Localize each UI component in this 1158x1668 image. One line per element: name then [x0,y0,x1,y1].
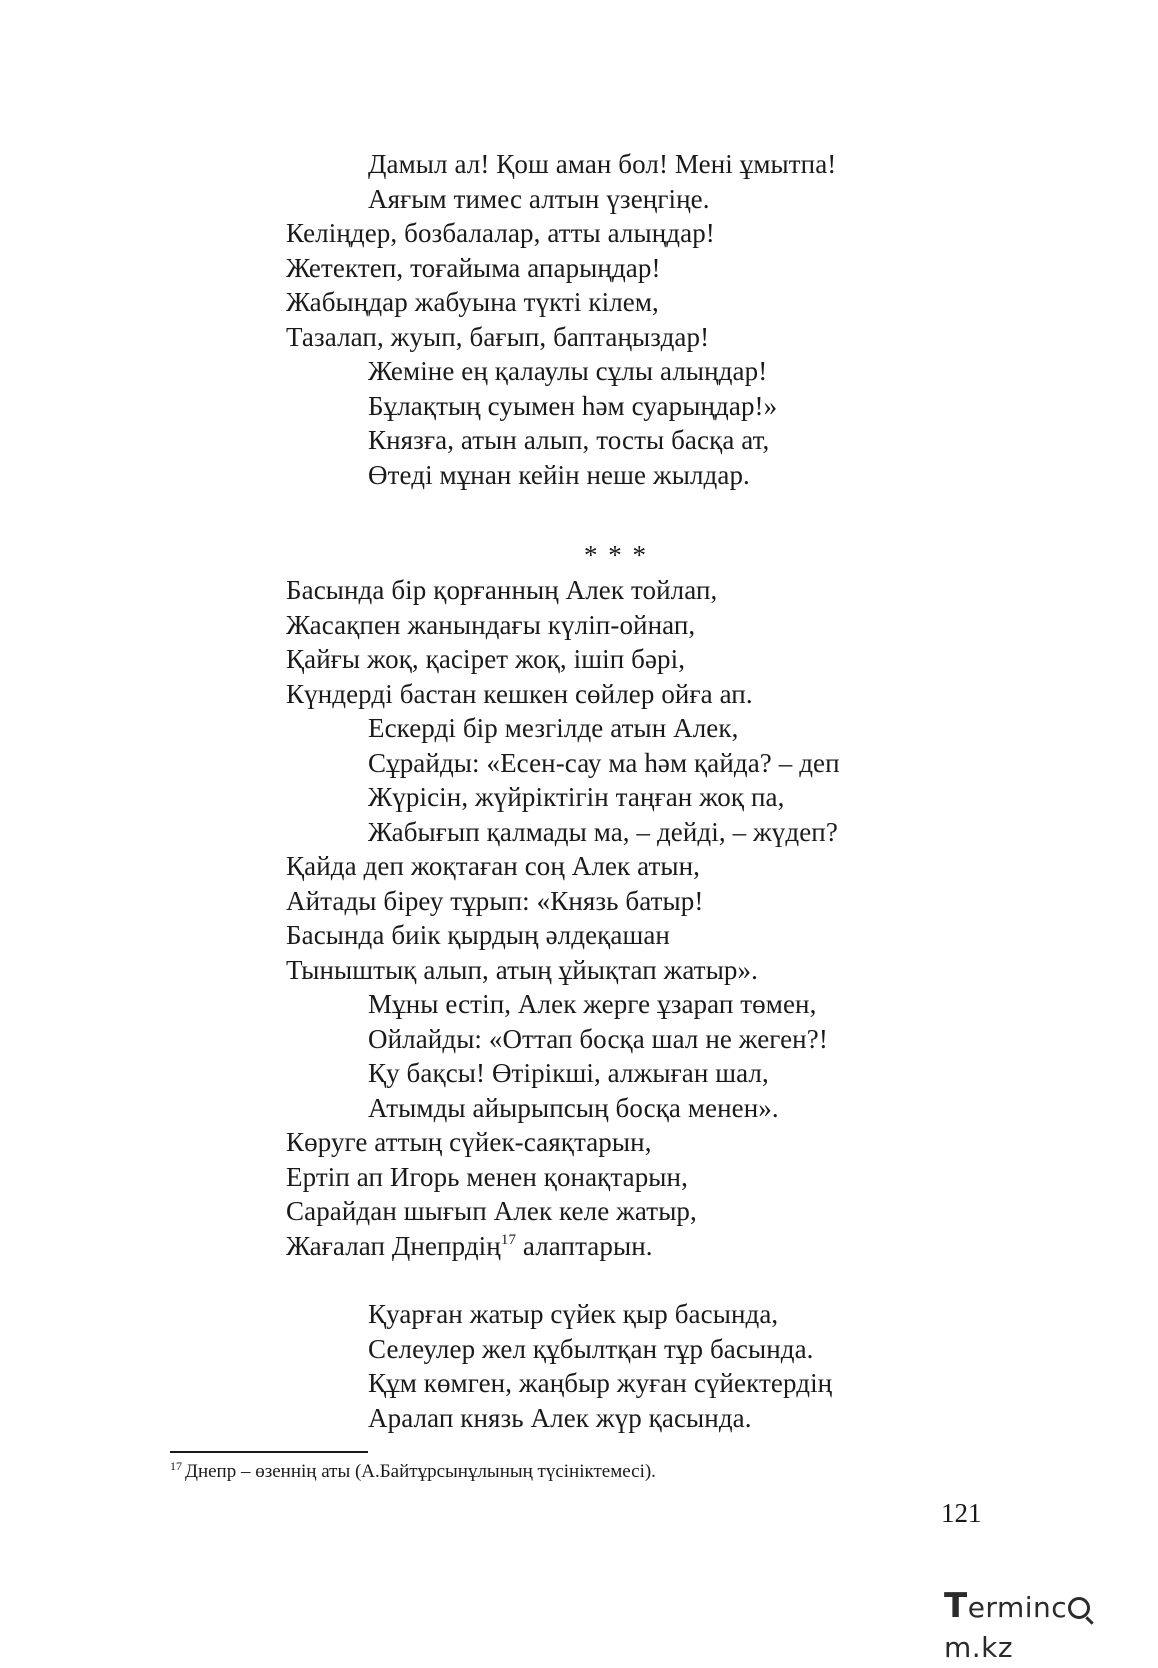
watermark-domain: m.kz [944,1631,1014,1664]
verse-line: Ескерді бір мезгілде атын Алек, [368,713,739,743]
verse-line: Аралап князь Алек жүр қасында. [368,1402,752,1433]
section-separator: * * * [584,540,648,570]
verse-line: Сұрайды: «Есен-сау ма һәм қайда? – деп [368,747,840,778]
verse-line: Жабығып қалмады ма, – дейді, – жүдеп? [368,816,838,847]
verse-line: Атымды айырыпсың босқа менен». [368,1092,779,1123]
verse-line: Князға, атын алып, тосты басқа ат, [368,425,770,455]
verse-line: Ертіп ап Игорь менен қонақтарын, [286,1161,688,1192]
footnote-reference-mark[interactable]: 17 [500,1231,517,1248]
verse-line: Жетектеп, тоғайыма апарыңдар! [286,252,661,283]
verse-line: Қайғы жоқ, қасірет жоқ, ішіп бәрі, [286,644,686,674]
watermark-letter: T [944,1586,968,1626]
verse-line: Қу бақсы! Өтірікші, алжыған шал, [368,1058,769,1088]
verse-line: Ойлайды: «Оттап босқа шал не жеген?! [368,1023,828,1054]
verse-line: Күндерді бастан кешкен сөйлер ойға ап. [286,678,753,709]
footnote-mark: 17 [170,1459,182,1473]
footnoted-verse-line [286,1229,653,1268]
verse-line: Қуарған жатыр сүйек қыр басында, [368,1299,779,1329]
verse-line: Сарайдан шығып Алек келе жатыр, [286,1196,697,1226]
watermark-text: erminc [967,1591,1068,1624]
verse-line: Өтеді мұнан кейін неше жылдар. [368,459,750,490]
verse-line: Құм көмген, жаңбыр жуған сүйектердің [368,1368,833,1398]
page-number: 121 [941,1498,982,1528]
footnote [170,1460,656,1485]
verse-line: Мұны естіп, Алек жерге ұзарап төмен, [368,989,817,1019]
site-watermark-logo[interactable] [944,1586,1154,1664]
footnote-text: Днепр – өзеннің аты (А.Байтұрсынұлының түсініктемесі). [185,1461,656,1482]
verse-line: Келіңдер, бозбалалар, атты алыңдар! [286,218,715,248]
verse-text-after-mark: алаптарын. [516,1230,653,1261]
verse-line: Жасақпен жанындағы күліп-ойнап, [286,609,696,640]
verse-line: Жабыңдар жабуына түкті кілем, [286,287,659,317]
verse-line: Жүрісін, жүйріктігін таңған жоқ па, [368,782,785,812]
verse-line: Тыныштық алып, атың ұйықтап жатыр». [286,954,758,985]
verse-line: Селеулер жел құбылтқан тұр басында. [368,1333,814,1364]
verse-line: Дамыл ал! Қош аман бол! Мені ұмытпа! [368,149,837,179]
verse-line: Тазалап, жуып, бағып, баптаңыздар! [286,321,710,352]
verse-line: Айтады біреу тұрып: «Князь батыр! [286,885,704,916]
verse-line: Басында биік қырдың әлдеқашан [286,920,670,950]
verse-text-before-mark: Жағалап Днепрдің [286,1230,501,1261]
footnote-divider [170,1451,368,1453]
verse-line: Басында бір қорғанның Алек тойлап, [286,575,718,605]
verse-line: Қайда деп жоқтаған соң Алек атын, [286,851,701,881]
verse-line: Көруге аттың сүйек-саяқтарын, [286,1127,652,1157]
magnifier-icon [1068,1597,1090,1619]
verse-line: Аяғым тимес алтын үзеңгіңе. [368,183,710,214]
verse-line: Бұлақтың суымен һәм суарыңдар!» [368,390,778,421]
verse-line: Жеміне ең қалаулы сұлы алыңдар! [368,356,768,386]
